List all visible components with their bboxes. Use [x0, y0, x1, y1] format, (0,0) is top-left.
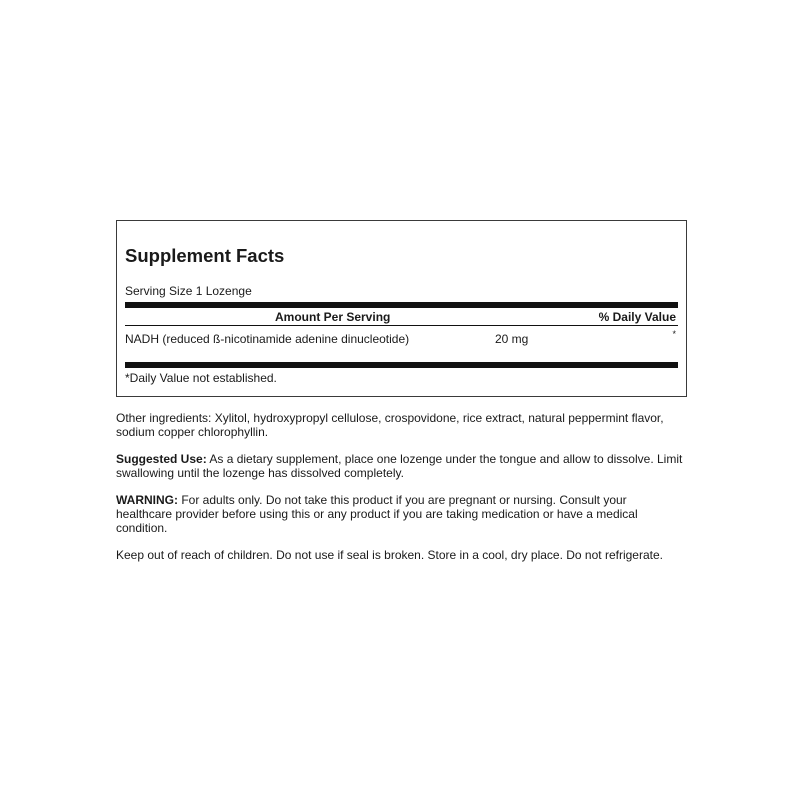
header-daily-value: % Daily Value [598, 310, 676, 324]
header-amount-per-serving: Amount Per Serving [275, 310, 391, 324]
other-ingredients: Other ingredients: Xylitol, hydroxypropyl cellulose, crospovidone, rice extract, natural peppermint flavor, sodium copper chlorophyllin. [116, 411, 664, 439]
facts-title: Supplement Facts [125, 245, 285, 266]
warning-label: WARNING: [116, 493, 178, 507]
nutrient-amount: 20 mg [495, 332, 529, 346]
suggested-use-label: Suggested Use: [116, 452, 207, 466]
suggested-use [116, 452, 686, 480]
daily-value-footnote: *Daily Value not established. [125, 371, 277, 385]
product-information [116, 411, 686, 575]
thick-divider-top [125, 302, 678, 308]
warning-text: For adults only. Do not take this product if you are pregnant or nursing. Consult your healthcare provider before using this or any product if you are taking medication or have a medical condition. [116, 493, 638, 535]
nutrient-daily-value: * [672, 329, 676, 339]
thin-divider [125, 325, 678, 326]
storage-instructions: Keep out of reach of children. Do not use if seal is broken. Store in a cool, dry place. Do not refrigerate. [116, 548, 663, 562]
suggested-use-text: As a dietary supplement, place one lozenge under the tongue and allow to dissolve. Limit swallowing until the lozenge has dissolved completely. [116, 452, 683, 480]
warning [116, 493, 686, 535]
nutrient-name: NADH (reduced ß-nicotinamide adenine dinucleotide) [125, 332, 410, 346]
serving-size: Serving Size 1 Lozenge [125, 284, 252, 298]
thick-divider-bottom [125, 362, 678, 368]
supplement-facts-panel [116, 220, 687, 397]
